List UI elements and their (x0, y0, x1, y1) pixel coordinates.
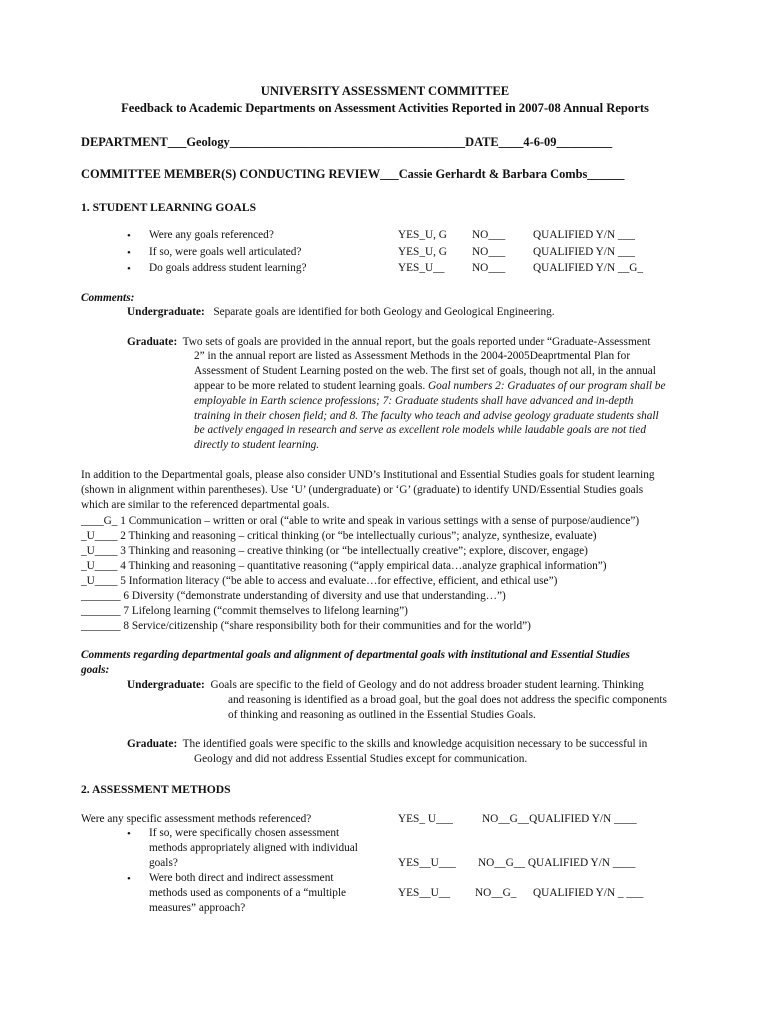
alignment-undergraduate-line: and reasoning is identified as a broad goal, but the goal does not address the specific components (228, 694, 667, 706)
bullet-icon: • (127, 873, 131, 885)
institutional-goal: _U____ 3 Thinking and reasoning – creative thinking (or “be intellectually creative”; explore, discover, engage) (81, 545, 588, 557)
methods-q3-no: NO__G_ (475, 887, 517, 899)
intro-line: which are similar to the referenced departmental goals. (81, 499, 330, 511)
methods-q1-no-qualified: NO__G__QUALIFIED Y/N ____ (482, 813, 637, 825)
methods-question-2-line: If so, were specifically chosen assessment (149, 827, 340, 839)
alignment-graduate-line: Geology and did not address Essential Studies except for communication. (194, 753, 528, 765)
bullet-icon: • (127, 230, 131, 242)
graduate-comment-line: appear to be more related to student learning goals. Goal numbers 2: Graduates of our program shall be (194, 380, 666, 392)
methods-question-2-line: goals? (149, 857, 178, 869)
document-subtitle: Feedback to Academic Departments on Assessment Activities Reported in 2007-08 Annual Reports (121, 101, 649, 115)
institutional-goal: ____G_ 1 Communication – written or oral (“able to write and speak in various settings with a sense of purpose/audience”) (81, 515, 640, 527)
committee-line: COMMITTEE MEMBER(S) CONDUCTING REVIEW___Cassie Gerhardt & Barbara Combs______ (81, 167, 625, 181)
section-2-heading: 2. ASSESSMENT METHODS (81, 783, 231, 796)
graduate-comment-line: 2” in the annual report are listed as Assessment Methods in the 2004-2005Deaprtmental Plan for (194, 350, 631, 362)
alignment-undergraduate-line-1: Undergraduate: Goals are specific to the field of Geology and do not address broader student learning. Thinking (127, 679, 644, 691)
section-1-heading: 1. STUDENT LEARNING GOALS (81, 201, 257, 214)
alignment-comments-heading: Comments regarding departmental goals and alignment of departmental goals with institutional and Essential Studies (81, 649, 630, 661)
alignment-graduate-line-1: Graduate: The identified goals were specific to the skills and knowledge acquisition necessary to be successful in (127, 738, 648, 750)
methods-q2-no-qualified: NO__G__ QUALIFIED Y/N ____ (478, 857, 636, 869)
graduate-comment-line-1: Graduate: Two sets of goals are provided in the annual report, but the goals reported under “Graduate-Assessment (127, 336, 651, 348)
methods-q3-qualified: QUALIFIED Y/N _ ___ (533, 887, 644, 899)
institutional-goal: _U____ 4 Thinking and reasoning – quantitative reasoning (“apply empirical data…analyze graphical information”) (81, 560, 607, 572)
department-line: DEPARTMENT___Geology______________________________________DATE____4-6-09_________ (81, 135, 613, 149)
institutional-goal: _U____ 5 Information literacy (“be able to access and evaluate…for effective, efficient, and ethical use”) (81, 575, 558, 587)
methods-q1-yes: YES_ U___ (398, 813, 453, 825)
graduate-comment-line: training in their chosen field; and 8. The faculty who teach and advise geology graduate students shall (194, 410, 659, 422)
methods-q2-yes: YES__U___ (398, 857, 456, 869)
methods-question-2-line: methods appropriately aligned with individual (149, 842, 358, 854)
intro-line: (shown in alignment within parentheses). Use ‘U’ (undergraduate) or ‘G’ (graduate) to identify UND/Essential Studies goals (81, 484, 644, 496)
institutional-goal: _______ 8 Service/citizenship (“share responsibility both for their communities and for the world”) (81, 620, 531, 632)
methods-q3-yes: YES__U__ (398, 887, 451, 899)
graduate-comment-line: directly to student learning. (194, 439, 320, 451)
alignment-undergraduate-line: of thinking and reasoning as outlined in the Essential Studies Goals. (228, 709, 536, 721)
graduate-comment-line: employable in Earth science professions; 7: Graduate students shall have advanced and in-depth (194, 395, 634, 407)
document-title: UNIVERSITY ASSESSMENT COMMITTEE (260, 84, 510, 98)
bullet-icon: • (127, 263, 131, 275)
methods-question-3-line: methods used as components of a “multiple (149, 887, 347, 899)
methods-question-3-line: Were both direct and indirect assessment (149, 872, 334, 884)
undergraduate-comment: Undergraduate: Separate goals are identified for both Geology and Geological Engineering. (127, 306, 555, 318)
institutional-goal: _______ 7 Lifelong learning (“commit themselves to lifelong learning”) (81, 605, 408, 617)
institutional-goal: _______ 6 Diversity (“demonstrate understanding of diversity and use that understanding…”) (81, 590, 506, 602)
methods-question-1: Were any specific assessment methods referenced? (81, 813, 312, 825)
document-page: UNIVERSITY ASSESSMENT COMMITTEE Feedback to Academic Departments on Assessment Activities Reported in 2007-08 Annual Reports DEPARTMENT___Geology______________________________________DATE____4-6-09_________ COMMITTEE MEMBER(S) CONDUCTING REVIEW___Cassie Gerhardt & Barbara Combs______ 1. STUDENT LEARNING GOALS • Were any goals referenced? YES_U, G NO___ QUALIFIED Y/N ___ • If so, were goals well articulated? YES_U, G NO___ QUALIFIED Y/N ___ • Do goals address student learning? YES_U__ NO___ QUALIFIED Y/N __G_ Comments: Undergraduate: Separate goals are identified for both Geology and Geological Engineering. Graduate: Two sets of goals are provided in the annual report, but the goals reported under “Graduate-Assessment 2” in the annual report are listed as Assessment Methods in the 2004-2005Deaprtmental Plan for Assessment of Student Learning posted on the web. The first set of goals, though not all, in the annual appear to be more related to student learning goals. Goal numbers 2: Graduates of our program shall be employable in Earth science professions; 7: Graduate students shall have advanced and in-depth training in their chosen field; and 8. The faculty who teach and advise geology graduate students shall be actively engaged in research and serve as excellent role models while laudable goals are not tied directly to student learning. In addition to the Departmental goals, please also consider UND’s Institutional and Essential Studies goals for student learning (shown in alignment within parentheses). Use ‘U’ (undergraduate) or ‘G’ (graduate) to identify UND/Essential Studies goals which are similar to the referenced departmental goals. ____G_ 1 Communication – written or oral (“able to write and speak in various settings with a sense of purpose/audience”) _U____ 2 Thinking and reasoning – critical thinking (or “be intellectually curious”; analyze, synthesize, evaluate) _U____ 3 Thinking and reasoning – creative thinking (or “be intellectually creative”; explore, discover, engage) _U____ 4 Thinking and reasoning – quantitative reasoning (“apply empirical data…analyze graphical information”) _U____ 5 Information literacy (“be able to access and evaluate…for effective, efficient, and ethical use”) _______ 6 Diversity (“demonstrate understanding of diversity and use that understanding…”) _______ 7 Lifelong learning (“commit themselves to lifelong learning”) _______ 8 Service/citizenship (“share responsibility both for their communities and for the world”) Comments regarding departmental goals and alignment of departmental goals with institutional and Essential Studies goals: Undergraduate: Goals are specific to the field of Geology and do not address broader student learning. Thinking and reasoning is identified as a broad goal, but the goal does not address the specific components of thinking and reasoning as outlined in the Essential Studies Goals. Graduate: The identified goals were specific to the skills and knowledge acquisition necessary to be successful in Geology and did not address Essential Studies except for communication. 2. ASSESSMENT METHODS Were any specific assessment methods referenced? YES_ U___ NO__G__QUALIFIED Y/N ____ • If so, were specifically chosen assessment methods appropriately aligned with individual goals? YES__U___ NO__G__ QUALIFIED Y/N ____ • Were both direct and indirect assessment methods used as components of a “multiple measures” approach? YES__U__ NO__G_ QUALIFIED Y/N _ ___ (0, 0, 770, 1024)
comments-label: Comments: (81, 292, 135, 304)
institutional-goal: _U____ 2 Thinking and reasoning – critical thinking (or “be intellectually curious”; analyze, synthesize, evaluate) (81, 530, 597, 542)
alignment-comments-heading-cont: goals: (81, 664, 110, 676)
bullet-icon: • (127, 247, 131, 259)
methods-question-3-line: measures” approach? (149, 902, 246, 914)
bullet-icon: • (127, 828, 131, 840)
graduate-comment-line: be actively engaged in research and serve as excellent role models while laudable goals are not tied (194, 424, 646, 436)
intro-line: In addition to the Departmental goals, please also consider UND’s Institutional and Essential Studies goals for student learning (81, 469, 655, 481)
graduate-comment-line: Assessment of Student Learning posted on the web. The first set of goals, though not all, in the annual (194, 365, 656, 377)
